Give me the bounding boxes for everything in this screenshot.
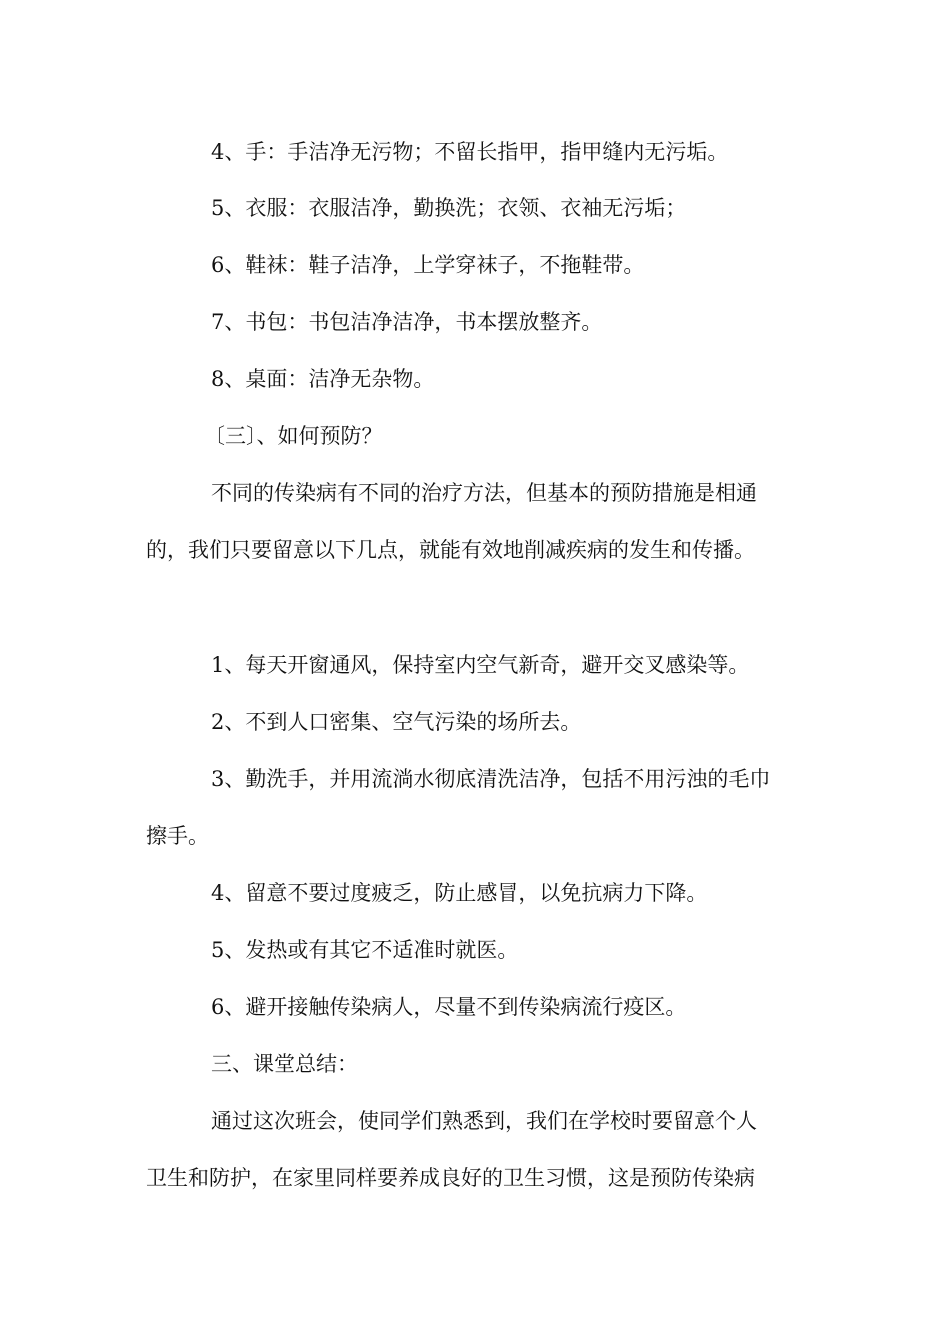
text-line: 4、手：手洁净无污物；不留长指甲，指甲缝内无污垢。 xyxy=(211,140,729,164)
text-line: 6、避开接触传染病人，尽量不到传染病流行疫区。 xyxy=(211,995,687,1019)
text-line: 5、发热或有其它不适准时就医。 xyxy=(211,938,519,962)
text-line: 卫生和防护，在家里同样要养成良好的卫生习惯，这是预防传染病 xyxy=(146,1166,755,1190)
text-line: 4、留意不要过度疲乏，防止感冒，以免抗病力下降。 xyxy=(211,881,708,905)
text-line: 5、衣服：衣服洁净，勤换洗；衣领、衣袖无污垢； xyxy=(211,196,687,220)
text-line: 的，我们只要留意以下几点，就能有效地削减疾病的发生和传播。 xyxy=(146,538,755,562)
text-line: 3、勤洗手，并用流淌水彻底清洗洁净，包括不用污浊的毛巾 xyxy=(211,767,771,791)
text-line: 通过这次班会，使同学们熟悉到，我们在学校时要留意个人 xyxy=(211,1109,757,1133)
text-line: 8、桌面：洁净无杂物。 xyxy=(211,367,435,391)
section-heading: 三、课堂总结： xyxy=(211,1052,358,1076)
section-heading: 〔三〕、如何预防？ xyxy=(204,424,383,448)
text-line: 6、鞋袜：鞋子洁净，上学穿袜子，不拖鞋带。 xyxy=(211,253,645,277)
text-line: 擦手。 xyxy=(146,824,209,848)
text-line: 7、书包：书包洁净洁净，书本摆放整齐。 xyxy=(211,310,603,334)
text-line: 1、每天开窗通风，保持室内空气新奇，避开交叉感染等。 xyxy=(211,653,750,677)
text-line: 不同的传染病有不同的治疗方法，但基本的预防措施是相通 xyxy=(211,481,757,505)
text-line: 2、不到人口密集、空气污染的场所去。 xyxy=(211,710,582,734)
